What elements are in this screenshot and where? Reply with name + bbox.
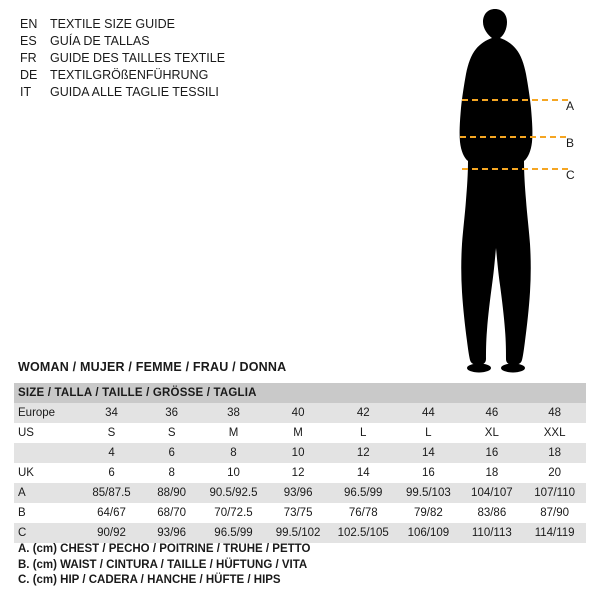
language-row — [20, 33, 320, 50]
legend-line-c: C. (cm) HIP / CADERA / HANCHE / HÜFTE / HIPS — [18, 574, 281, 586]
cell: L — [330, 423, 396, 443]
cell: XL — [460, 423, 523, 443]
table-row — [14, 403, 586, 423]
table-row — [14, 443, 586, 463]
language-row — [20, 67, 320, 84]
cell: 96.5/99 — [330, 483, 396, 503]
cell: 4 — [81, 443, 143, 463]
cell: 44 — [396, 403, 460, 423]
cell: 46 — [460, 403, 523, 423]
cell: M — [266, 423, 330, 443]
cell: 14 — [330, 463, 396, 483]
language-title: TEXTILGRÖßENFÜHRUNG — [50, 68, 209, 82]
cell: 64/67 — [81, 503, 143, 523]
cell: 90.5/92.5 — [201, 483, 266, 503]
measure-label-a: A — [566, 99, 575, 113]
cell: 42 — [330, 403, 396, 423]
cell: 8 — [142, 463, 201, 483]
cell: 8 — [201, 443, 266, 463]
cell: 73/75 — [266, 503, 330, 523]
cell: 10 — [266, 443, 330, 463]
cell: 16 — [396, 463, 460, 483]
cell: 68/70 — [142, 503, 201, 523]
cell: 38 — [201, 403, 266, 423]
language-code: DE — [20, 68, 38, 82]
cell: 12 — [330, 443, 396, 463]
row-label: US — [14, 423, 81, 443]
cell: 110/113 — [460, 523, 523, 543]
cell: 18 — [523, 443, 586, 463]
cell: 83/86 — [460, 503, 523, 523]
cell: 20 — [523, 463, 586, 483]
measure-label-c: C — [566, 168, 575, 182]
cell: XXL — [523, 423, 586, 443]
cell: 6 — [81, 463, 143, 483]
cell: 90/92 — [81, 523, 143, 543]
table-row — [14, 523, 586, 543]
row-label: B — [14, 503, 81, 523]
row-label: A — [14, 483, 81, 503]
size-table — [14, 383, 586, 543]
language-row — [20, 16, 320, 33]
language-title: TEXTILE SIZE GUIDE — [50, 17, 176, 31]
row-label: C — [14, 523, 81, 543]
cell: 85/87.5 — [81, 483, 143, 503]
cell: 88/90 — [142, 483, 201, 503]
cell: 6 — [142, 443, 201, 463]
cell: 104/107 — [460, 483, 523, 503]
cell: 18 — [460, 463, 523, 483]
cell: 40 — [266, 403, 330, 423]
table-header-row — [14, 383, 586, 403]
measurement-figure — [420, 8, 590, 373]
language-title: GUIDA ALLE TAGLIE TESSILI — [50, 85, 219, 99]
cell: 93/96 — [266, 483, 330, 503]
cell: 48 — [523, 403, 586, 423]
table-row — [14, 503, 586, 523]
cell: 99.5/102 — [266, 523, 330, 543]
female-silhouette-icon — [420, 8, 590, 373]
row-label: UK — [14, 463, 81, 483]
language-title: GUIDE DES TAILLES TEXTILE — [50, 51, 226, 65]
cell: 34 — [81, 403, 143, 423]
cell: 16 — [460, 443, 523, 463]
cell: S — [81, 423, 143, 443]
cell: L — [396, 423, 460, 443]
language-list — [20, 16, 320, 101]
row-label: Europe — [14, 403, 81, 423]
cell: 36 — [142, 403, 201, 423]
cell: 14 — [396, 443, 460, 463]
table-row — [14, 463, 586, 483]
cell: 70/72.5 — [201, 503, 266, 523]
table-row — [14, 483, 586, 503]
cell: 102.5/105 — [330, 523, 396, 543]
language-code: FR — [20, 51, 37, 65]
language-row — [20, 50, 320, 67]
cell: 106/109 — [396, 523, 460, 543]
table-row — [14, 423, 586, 443]
language-code: IT — [20, 85, 32, 99]
language-code: ES — [20, 34, 37, 48]
cell: 10 — [201, 463, 266, 483]
language-title: GUÍA DE TALLAS — [50, 34, 150, 48]
table-group-title: WOMAN / MUJER / FEMME / FRAU / DONNA — [18, 360, 287, 374]
cell: 96.5/99 — [201, 523, 266, 543]
cell: S — [142, 423, 201, 443]
legend-line-a: A. (cm) CHEST / PECHO / POITRINE / TRUHE / PETTO — [18, 543, 311, 555]
measure-label-b: B — [566, 136, 575, 150]
cell: 107/110 — [523, 483, 586, 503]
table-header-label: SIZE / TALLA / TAILLE / GRÖSSE / TAGLIA — [14, 383, 586, 403]
legend-line-b: B. (cm) WAIST / CINTURA / TAILLE / HÜFTUNG / VITA — [18, 558, 308, 571]
language-row — [20, 84, 320, 101]
cell: 87/90 — [523, 503, 586, 523]
row-label — [14, 443, 81, 463]
language-code: EN — [20, 17, 38, 31]
cell: 79/82 — [396, 503, 460, 523]
cell: 12 — [266, 463, 330, 483]
measurement-legend — [18, 542, 310, 589]
cell: 99.5/103 — [396, 483, 460, 503]
cell: 114/119 — [523, 523, 586, 543]
cell: 76/78 — [330, 503, 396, 523]
cell: 93/96 — [142, 523, 201, 543]
cell: M — [201, 423, 266, 443]
